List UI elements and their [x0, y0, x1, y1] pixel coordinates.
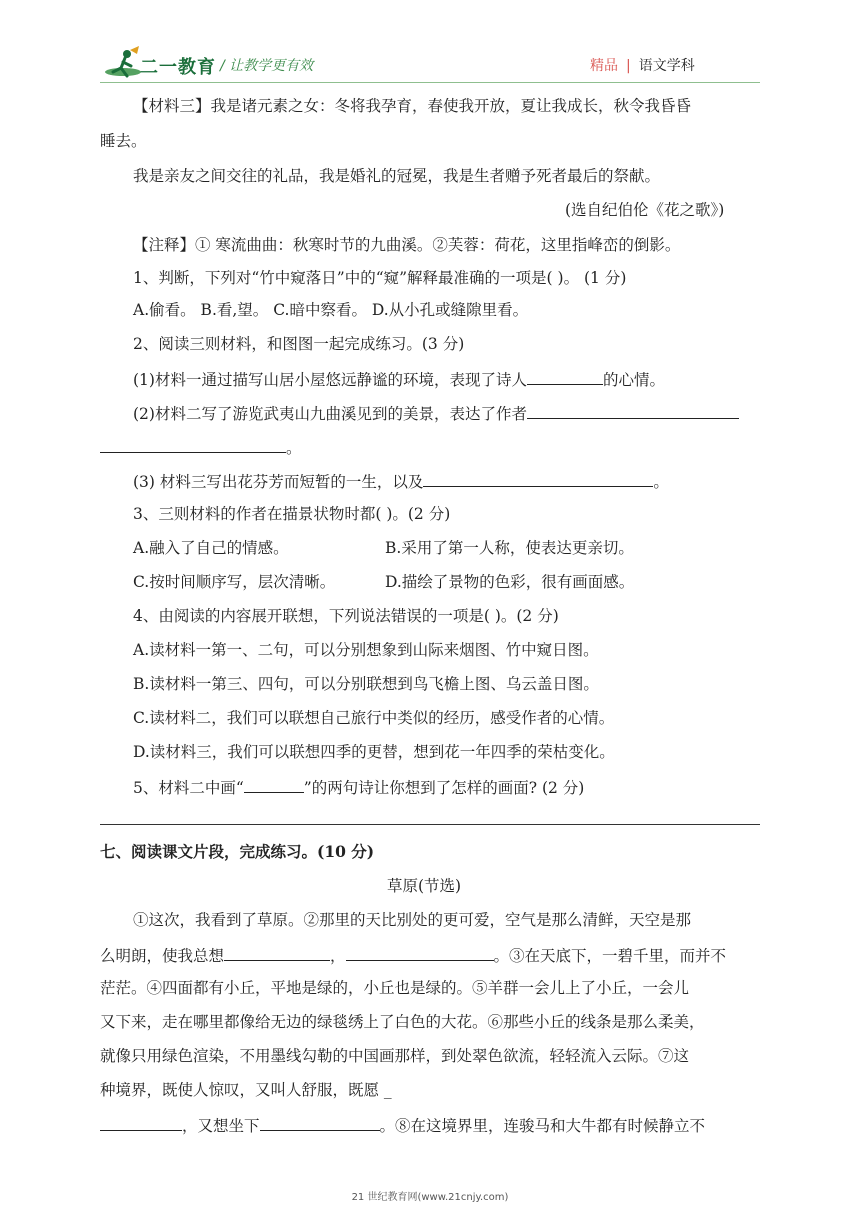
passage-line-5: 就像只用绿色渲染，不用墨线勾勒的中国画那样，到处翠色欲流，轻轻流入云际。⑦这 — [100, 1047, 690, 1065]
question-4: 4、由阅读的内容展开联想，下列说法错误的一项是( )。(2 分) — [133, 607, 559, 625]
question-3-option-c: C.按时间顺序写，层次清晰。 — [133, 573, 336, 591]
question-3: 3、三则材料的作者在描景状物时都( )。(2 分) — [133, 505, 451, 523]
q2-1-text-a: (1)材料一通过描写山居小屋悠远静谧的环境，表现了诗人 — [133, 371, 527, 389]
passage-line-1: ①这次，我看到了草原。②那里的天比别处的更可爱，空气是那么清鲜，天空是那 — [133, 911, 692, 929]
passage-line-6: 种境界，既使人惊叹，又叫人舒服，既愿 _ — [100, 1081, 392, 1099]
p2-text-c: 。③在天底下，一碧千里，而并不 — [493, 947, 727, 965]
answer-blank[interactable] — [346, 944, 494, 961]
question-4-option-b: B.读材料一第三、四句，可以分别联想到鸟飞檐上图、乌云盖日图。 — [133, 675, 599, 693]
question-5 — [133, 776, 584, 798]
material-3-line-3: 我是亲友之间交往的礼品，我是婚礼的冠冕，我是生者赠予死者最后的祭献。 — [133, 167, 661, 185]
question-1: 1、判断，下列对“竹中窥落日”中的“窥”解释最准确的一项是( )。 (1 分) — [133, 269, 627, 287]
q2-3-text-a: (3) 材料三写出花芬芳而短暂的一生，以及 — [133, 473, 424, 491]
question-2-2-cont — [100, 436, 302, 458]
q2-3-text-b: 。 — [653, 473, 669, 491]
passage-line-7 — [100, 1114, 705, 1136]
q2-2-text-a: (2)材料二写了游览武夷山九曲溪见到的美景，表达了作者 — [133, 405, 527, 423]
question-1-options: A.偷看。 B.看,望。 C.暗中察看。 D.从小孔或缝隙里看。 — [133, 301, 529, 319]
logo-text: 二一教育 — [140, 57, 216, 78]
question-3-option-b: B.采用了第一人称，使表达更亲切。 — [385, 539, 634, 557]
p2-text-a: 么明朗，使我总想 — [100, 947, 225, 965]
tag-premium: 精品 — [590, 58, 618, 74]
q2-1-text-b: 的心情。 — [602, 371, 665, 389]
q5-text-a: 5、材料二中画“ — [133, 779, 244, 797]
section-7-heading: 七、阅读课文片段，完成练习。(10 分) — [100, 842, 375, 861]
annotation-note: 【注释】① 寒流曲曲：秋寒时节的九曲溪。②芙蓉：荷花，这里指峰峦的倒影。 — [133, 236, 681, 254]
passage-title: 草原(节选) — [387, 877, 462, 895]
answer-blank[interactable] — [224, 944, 330, 961]
passage-line-3: 茫茫。④四面都有小丘，平地是绿的，小丘也是绿的。⑤羊群一会儿上了小丘，一会儿 — [100, 979, 690, 997]
answer-blank[interactable] — [100, 1114, 182, 1131]
tag-separator: | — [626, 58, 631, 74]
section-divider — [100, 824, 760, 825]
material-3-line-1: 【材料三】我是诸元素之女：冬将我孕育，春使我开放，夏让我成长，秋令我昏昏 — [133, 97, 692, 115]
question-2: 2、阅读三则材料，和图图一起完成练习。(3 分) — [133, 335, 465, 353]
page-header — [0, 0, 860, 90]
passage-line-4: 又下来，走在哪里都像给无边的绿毯绣上了白色的大花。⑥那些小丘的线条是那么柔美， — [100, 1013, 705, 1031]
answer-blank[interactable] — [423, 470, 653, 487]
material-3-source: (选自纪伯伦《花之歌》) — [565, 201, 725, 219]
subject-tag — [590, 55, 695, 75]
question-4-option-a: A.读材料一第一、二句，可以分别想象到山际来烟图、竹中窥日图。 — [133, 641, 599, 659]
question-2-3 — [133, 470, 669, 492]
q5-text-b: ”的两句诗让你想到了怎样的画面? (2 分) — [303, 779, 585, 797]
question-4-option-c: C.读材料二，我们可以联想自己旅行中类似的经历，感受作者的心情。 — [133, 709, 615, 727]
passage-line-2 — [100, 944, 726, 966]
answer-blank[interactable] — [100, 436, 286, 453]
question-2-1 — [133, 368, 665, 390]
slogan: / 让教学更有效 — [220, 58, 314, 74]
p2-text-b: ， — [330, 947, 346, 965]
question-3-option-d: D.描绘了景物的色彩，很有画面感。 — [385, 573, 635, 591]
tag-subject: 语文学科 — [638, 58, 695, 74]
question-4-option-d: D.读材料三，我们可以联想四季的更替，想到花一年四季的荣枯变化。 — [133, 743, 615, 761]
p7-text-b: 。⑧在这境界里，连骏马和大牛都有时候静立不 — [379, 1117, 706, 1135]
material-3-line-2: 睡去。 — [100, 132, 147, 150]
page-footer: 21 世纪教育网(www.21cnjy.com) — [351, 1192, 509, 1203]
q2-2-text-b: 。 — [286, 439, 302, 457]
question-3-option-a: A.融入了自己的情感。 — [133, 539, 289, 557]
p7-text-a: ，又想坐下 — [182, 1117, 260, 1135]
answer-blank[interactable] — [527, 402, 739, 419]
header-divider — [100, 82, 760, 83]
answer-blank[interactable] — [260, 1114, 380, 1131]
answer-blank[interactable] — [527, 368, 603, 385]
question-2-2 — [133, 402, 739, 424]
answer-blank[interactable] — [244, 776, 304, 793]
